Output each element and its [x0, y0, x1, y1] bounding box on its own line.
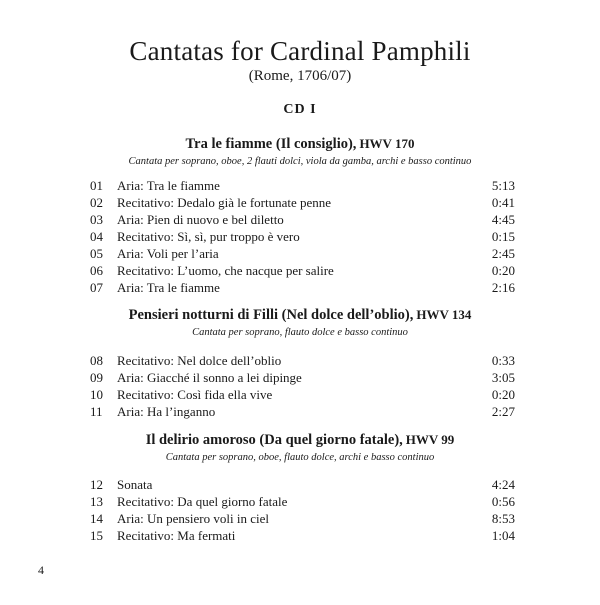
work-title [0, 432, 600, 449]
track-number: 07 [90, 280, 103, 295]
track-number: 10 [90, 387, 103, 402]
page-number: 4 [38, 563, 44, 577]
track-row [0, 246, 600, 262]
track-row [0, 370, 600, 386]
track-row [0, 387, 600, 403]
track-duration: 0:20 [491, 263, 515, 278]
track-row [0, 212, 600, 228]
track-row [0, 477, 600, 493]
track-row [0, 528, 600, 544]
track-number: 08 [90, 353, 103, 368]
track-duration: 2:27 [491, 404, 515, 419]
track-name: Recitativo: Da quel giorno fatale [117, 494, 288, 509]
track-number: 12 [90, 477, 103, 492]
page-subtitle: (Rome, 1706/07) [248, 68, 352, 84]
track-duration: 3:05 [491, 370, 515, 385]
track-name: Aria: Ha l’inganno [117, 404, 216, 419]
track-number: 02 [90, 195, 103, 210]
track-row [0, 494, 600, 510]
track-name: Recitativo: Nel dolce dell’oblio [117, 353, 282, 368]
track-number: 09 [90, 370, 103, 385]
track-row [0, 178, 600, 194]
cd-label: CD I [283, 102, 317, 117]
track-duration: 4:45 [491, 212, 515, 227]
track-row [0, 353, 600, 369]
track-duration: 0:20 [491, 387, 515, 402]
track-number: 01 [90, 178, 103, 193]
track-row [0, 404, 600, 420]
track-duration: 0:41 [491, 195, 515, 210]
page-title: Cantatas for Cardinal Pamphili [129, 36, 471, 66]
work-catalog: HWV 99 [405, 432, 455, 447]
track-duration: 1:04 [491, 528, 515, 543]
track-number: 13 [90, 494, 103, 509]
track-name: Aria: Voli per l’aria [117, 246, 219, 261]
track-row [0, 511, 600, 527]
track-row [0, 229, 600, 245]
track-name: Recitativo: Sì, sì, pur troppo è vero [117, 229, 300, 244]
work-scoring: Cantata per soprano, oboe, 2 flauti dolci, viola da gamba, archi e basso continuo [128, 156, 472, 167]
track-number: 14 [90, 511, 103, 526]
track-name: Aria: Un pensiero voli in ciel [117, 511, 269, 526]
track-row [0, 263, 600, 279]
work-title-text: Tra le fiamme (Il consiglio), [185, 136, 357, 152]
track-number: 06 [90, 263, 103, 278]
track-duration: 0:33 [491, 353, 515, 368]
track-duration: 0:56 [491, 494, 515, 509]
work-title-text: Pensieri notturni di Filli (Nel dolce dell’oblio), [128, 307, 414, 323]
track-name: Aria: Giacché il sonno a lei dipinge [117, 370, 302, 385]
track-name: Aria: Pien di nuovo e bel diletto [117, 212, 284, 227]
track-number: 04 [90, 229, 103, 244]
track-duration: 2:16 [491, 280, 515, 295]
track-name: Aria: Tra le fiamme [117, 178, 220, 193]
work-scoring: Cantata per soprano, flauto dolce e basso continuo [192, 327, 408, 338]
track-name: Aria: Tra le fiamme [117, 280, 220, 295]
track-number: 11 [90, 404, 103, 419]
track-name: Recitativo: Così fida ella vive [117, 387, 273, 402]
track-name: Recitativo: Ma fermati [117, 528, 236, 543]
track-duration: 8:53 [491, 511, 515, 526]
track-duration: 2:45 [491, 246, 515, 261]
track-number: 03 [90, 212, 103, 227]
work-title [0, 307, 600, 324]
work-title-text: Il delirio amoroso (Da quel giorno fatale), [145, 432, 403, 448]
track-number: 15 [90, 528, 103, 543]
track-duration: 5:13 [491, 178, 515, 193]
work-catalog: HWV 134 [416, 307, 472, 322]
track-name: Sonata [117, 477, 153, 492]
track-duration: 4:24 [491, 477, 515, 492]
track-name: Recitativo: Dedalo già le fortunate penne [117, 195, 332, 210]
work-title [0, 136, 600, 153]
work-catalog: HWV 170 [359, 136, 415, 151]
work-scoring: Cantata per soprano, oboe, flauto dolce, archi e basso continuo [165, 452, 435, 463]
track-row [0, 195, 600, 211]
track-row [0, 280, 600, 296]
track-duration: 0:15 [491, 229, 515, 244]
track-name: Recitativo: L’uomo, che nacque per salire [117, 263, 334, 278]
track-number: 05 [90, 246, 103, 261]
